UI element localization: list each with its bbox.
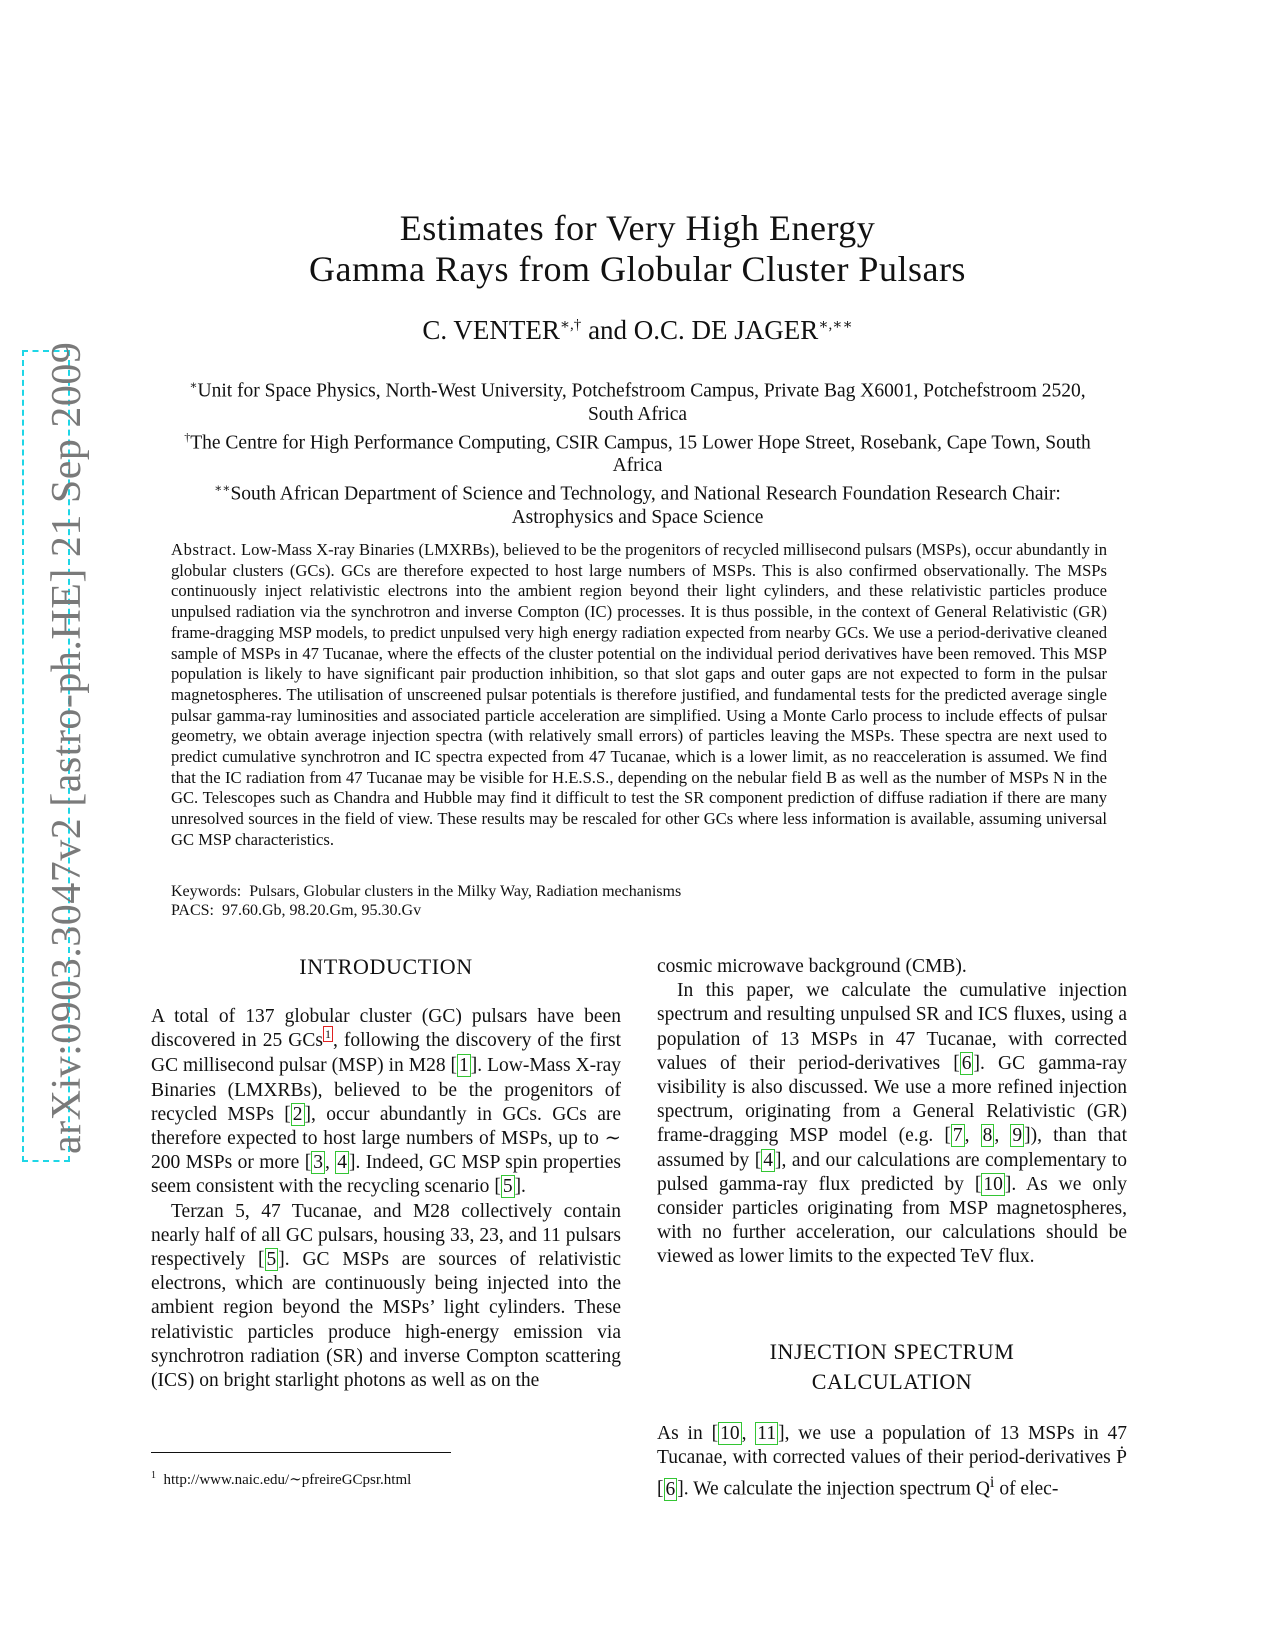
- citation-link-10b[interactable]: 10: [720, 1423, 740, 1444]
- pacs-line: [171, 901, 1107, 920]
- citation-link-2[interactable]: 2: [292, 1103, 303, 1125]
- citation-link-4b[interactable]: 4: [763, 1149, 773, 1171]
- keywords-label: Keywords:: [171, 883, 242, 900]
- citation-link-7[interactable]: 7: [952, 1125, 963, 1147]
- citation-link-11[interactable]: 11: [757, 1423, 777, 1444]
- author-list: [0, 315, 1275, 346]
- citation-link-6b[interactable]: 6: [665, 1478, 676, 1500]
- q-superscript: i: [989, 1473, 995, 1492]
- intro-paragraph-1: A total of 137 globular cluster (GC) pulsars have been discovered in 25 GCs $^1$ , following the discovery of the first GC millisecond pulsar (MSP) in M28 [ 1 ]. Low-Mass X-ray Binaries (LMXRBs), believed to be the progenitors of recycled MSPs [ 2 ], occur abundantly in GCs. GCs are therefore expected to host large numbers of MSPs, up to ∼ 200 MSPs or more [ 3 , 4 ]. Indeed, GC MSP spin properties seem consistent with the recycling scenario [ 5 ].: [151, 1006, 621, 1198]
- injection-paragraph-1: As in [ 10 , 11 ], we use a population of 13 MSPs in 47 Tucanae, with corrected values of their period-derivatives Ṗ [ 6 ]. We calculate the injection spectrum $Q^i$ of elec-: [657, 1423, 1127, 1500]
- citation-link-4[interactable]: 4: [337, 1152, 347, 1174]
- author-venter-marks: ∗,†: [559, 317, 582, 333]
- keywords-text: Pulsars, Globular clusters in the Milky Way, Radiation mechanisms: [249, 883, 682, 900]
- affiliation-1: [180, 374, 1095, 426]
- author-de-jager-marks: ∗,∗∗: [818, 317, 853, 333]
- intro-paragraph-2: Terzan 5, 47 Tucanae, and M28 collectively contain nearly half of all GC pulsars, housing 33, 23, and 11 pulsars respectively [ 5 ]. GC MSPs are sources of relativistic electrons, which are continuously being injected into the ambient region beyond the MSPs’ light cylinders. These relativistic particles produce high-energy emission via synchrotron radiation (SR) and inverse Compton scattering (ICS) on bright starlight photons as well as on the: [151, 1200, 621, 1392]
- footnote-mark: 1: [151, 1470, 156, 1481]
- author-and: and: [581, 315, 634, 345]
- abstract-label: Abstract.: [171, 540, 237, 559]
- abstract: [171, 540, 1107, 851]
- injection-column: [657, 1422, 1127, 1502]
- section-heading-injection: [657, 1337, 1127, 1397]
- affiliation-2-mark: †: [184, 429, 191, 444]
- section-heading-injection-line-1: INJECTION SPECTRUM: [769, 1339, 1015, 1364]
- abstract-text: Low-Mass X-ray Binaries (LMXRBs), believed to be the progenitors of recycled millisecond pulsars (MSPs), occur abundantly in globular clusters (GCs). GCs are therefore expected to host large numbers of MSPs. This is also confirmed observationally. The MSPs continuously inject relativistic electrons into the ambient region beyond their light cylinders, and these relativistic particles produce unpulsed radiation via the synchrotron and inverse Compton (IC) processes. It is thus possible, in the context of General Relativistic (GR) frame-dragging MSP models, to predict unpulsed very high energy radiation expected from nearby GCs. We use a period-derivative cleaned sample of MSPs in 47 Tucanae, where the effects of the cluster potential on the individual period derivatives have been removed. This MSP population is likely to have significant pair production inhibition, so that slot gaps and outer gaps are not expected to form in the pulsar magnetospheres. The utilisation of unscreened pulsar potentials is therefore justified, and fundamental tests for the predicted average single pulsar gamma-ray luminosities and associated particle acceleration are simplified. Using a Monte Carlo process to include effects of pulsar geometry, we obtain average injection spectra (with relatively small errors) of particles leaving the MSPs. These spectra are next used to predict cumulative synchrotron and IC spectra expected from 47 Tucanae, which is a lower limit, as no reacceleration is assumed. We find that the IC radiation from 47 Tucanae may be visible for H.E.S.S., depending on the nebular field B as well as the number of MSPs N in the GC. Telescopes such as Chandra and Hubble may find it difficult to test the SR component prediction of diffuse radiation if there are many unresolved sources in the field of view. These results may be rescaled for other GCs where less information is available, assuming universal GC MSP characteristics.: [171, 540, 1107, 849]
- author-de-jager: O.C. DE JAGER: [633, 315, 819, 345]
- pacs-text: 97.60.Gb, 98.20.Gm, 95.30.Gv: [222, 902, 422, 919]
- citation-link-9[interactable]: 9: [1012, 1125, 1023, 1147]
- footnote-1: [151, 1470, 411, 1489]
- section-heading-injection-line-2: CALCULATION: [811, 1369, 973, 1394]
- affiliation-2: [180, 426, 1095, 478]
- affiliations: [180, 374, 1095, 529]
- section-heading-introduction: INTRODUCTION: [299, 954, 473, 979]
- title-line-2: Gamma Rays from Globular Cluster Pulsars: [309, 249, 966, 289]
- affiliation-3-text: South African Department of Science and Technology, and National Research Foundation Research Chair: Astrophysics and Space Science: [230, 483, 1061, 528]
- pacs-label: PACS:: [171, 902, 214, 919]
- affiliation-1-mark: ∗: [189, 378, 198, 392]
- affiliation-3: [180, 477, 1095, 529]
- left-column: [151, 1005, 621, 1393]
- arxiv-stamp-text: arXiv:0903.3047v2 [astro-ph.HE] 21 Sep 2009: [44, 341, 90, 1154]
- pdot-symbol: Ṗ: [1116, 1447, 1127, 1469]
- citation-link-3[interactable]: 3: [313, 1152, 323, 1174]
- intro-paragraph-3: In this paper, we calculate the cumulative injection spectrum and resulting unpulsed SR and ICS fluxes, using a population of 13 MSPs in 47 Tucanae, with corrected values of their period-derivatives [ 6 ]. GC gamma-ray visibility is also discussed. We use a more refined injection spectrum, originating from a General Relativistic (GR) frame-dragging MSP model (e.g. [ 7 , 8 , 9 ]), than that assumed by [ 4 ], and our calculations are complementary to pulsed gamma-ray flux predicted by [ 10 ]. As we only consider particles originating from MSP magnetospheres, with no further acceleration, our calculations should be viewed as lower limits to the expected TeV flux.: [657, 980, 1128, 1268]
- affiliation-3-mark: ∗∗: [214, 481, 231, 495]
- footnote-rule: [151, 1452, 451, 1453]
- title-line-1: Estimates for Very High Energy: [399, 208, 876, 248]
- citation-link-8[interactable]: 8: [982, 1125, 993, 1147]
- citation-link-10[interactable]: 10: [983, 1173, 1003, 1195]
- intro-paragraph-2-cont: cosmic microwave background (CMB).: [657, 956, 967, 977]
- footnote-url[interactable]: http://www.naic.edu/∼pfreireGCpsr.html: [163, 1472, 412, 1488]
- affiliation-1-text: Unit for Space Physics, North-West University, Potchefstroom Campus, Private Bag X6001, Potchefstroom 2520, South Africa: [197, 380, 1086, 425]
- citation-link-1[interactable]: 1: [459, 1055, 469, 1077]
- paper-metadata: [171, 882, 1107, 920]
- author-venter: C. VENTER: [422, 315, 560, 345]
- paper-title: [0, 208, 1275, 290]
- affiliation-2-text: The Centre for High Performance Computing, CSIR Campus, 15 Lower Hope Street, Rosebank, Cape Town, South Africa: [190, 432, 1091, 476]
- right-column: [657, 955, 1127, 1270]
- citation-link-5[interactable]: 5: [502, 1176, 513, 1198]
- citation-link-6[interactable]: 6: [961, 1052, 972, 1074]
- citation-link-5b[interactable]: 5: [266, 1249, 277, 1271]
- keywords-line: [171, 882, 1107, 901]
- footnote-link-1[interactable]: 1: [324, 1027, 331, 1042]
